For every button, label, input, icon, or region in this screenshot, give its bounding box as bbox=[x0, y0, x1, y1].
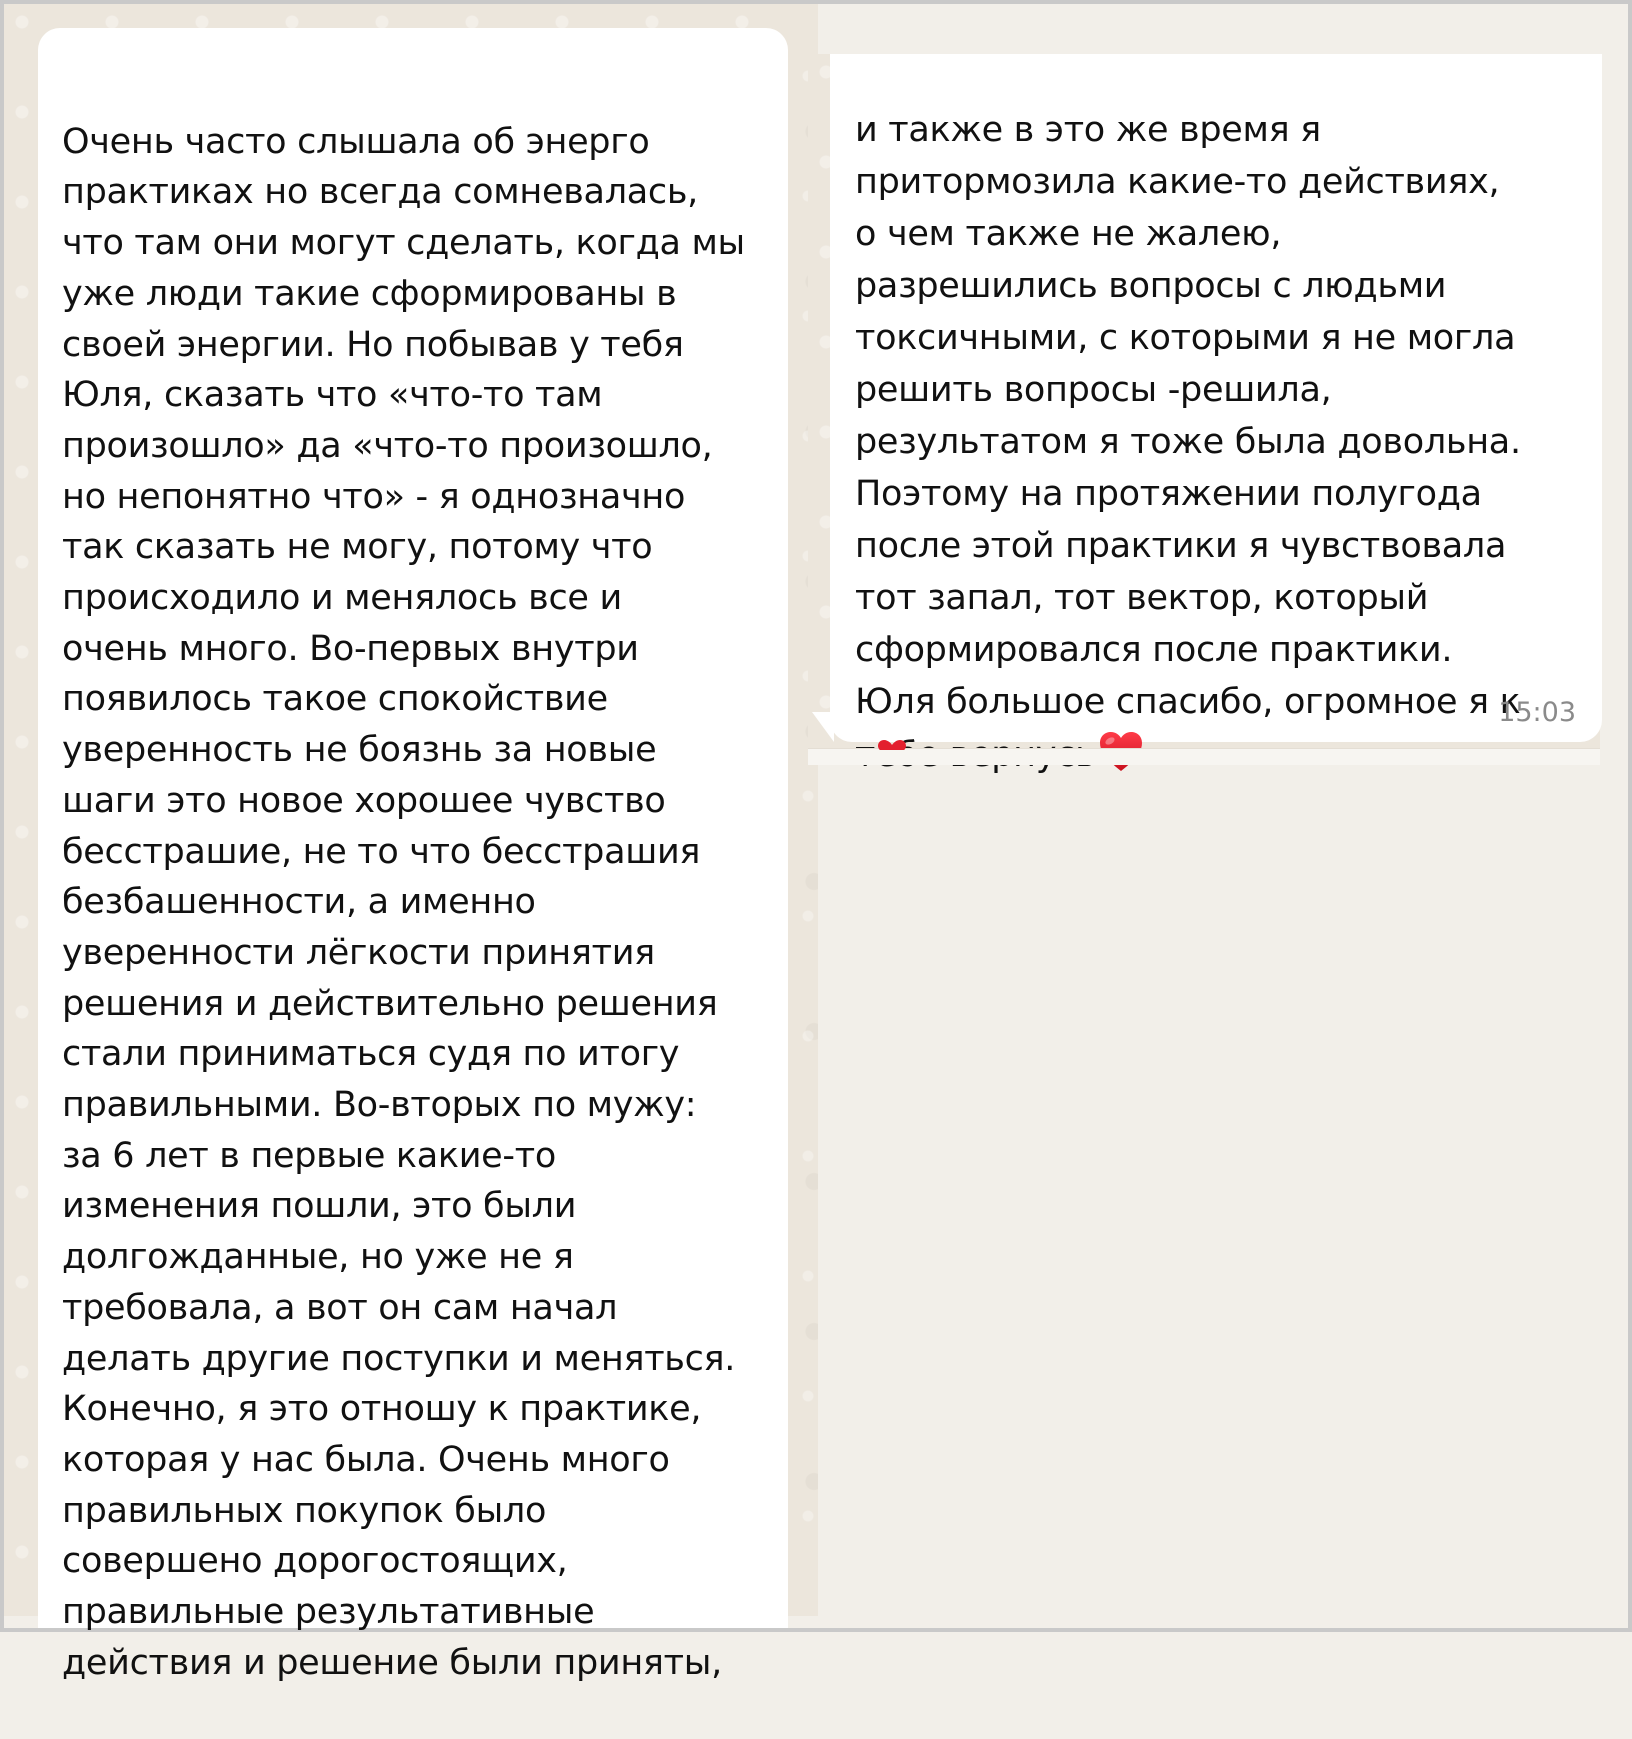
message-text-right bbox=[855, 104, 1582, 781]
message-text-right-body: и также в это же время я притормозила какие-то действиях, о чем также не жалею, разрешились вопросы с людьми токсичными, с которыми я не могла решить вопросы -решила, результатом я тоже была довольна. Поэтому на протяжении полугода после этой практики я чувствовала тот запал, тот вектор, который сформировался после практики. Юля большое спасибо, огромное я к bbox=[855, 110, 1521, 722]
message-bubble-right[interactable] bbox=[830, 54, 1602, 742]
chat-divider-strip bbox=[808, 748, 1600, 765]
message-text-left: Очень часто слышала об энерго практиках но всегда сомневалась, что там они могут сделать, когда мы уже люди такие сформированы в своей энергии. Но побывав у тебя Юля, сказать что «что-то там произошло» да «что-то произошло, но непонятно что» - я однозначно так сказать не могу, потому что происходило и менялось все и очень много. Во-первых внутри появилось такое спокойствие уверенность не боязнь за новые шаги это новое хорошее чувство бесстрашие, не то что бесстрашия безбашенности, а именно уверенности лёгкости принятия решения и действительно решения стали приниматься судя по итогу правильными. Во-вторых по мужу: за 6 лет в первые какие-то изменения пошли, это были долгожданные, но уже не я требовала, а вот он сам начал делать другие поступки и меняться. Конечно, я это отношу к практике, которая у нас была. Очень много правильных покупок было совершено дорогостоящих, правильные результативные действия и решение были приняты, bbox=[62, 121, 745, 1683]
message-timestamp: 15:03 bbox=[1498, 697, 1576, 728]
reaction-heart-icon bbox=[870, 740, 914, 750]
message-bubble-left[interactable] bbox=[38, 28, 788, 1683]
